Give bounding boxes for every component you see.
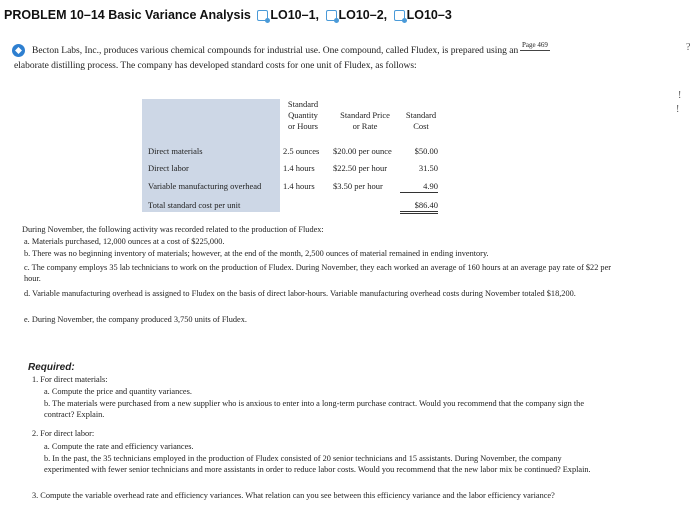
margin-mark: ! [676, 104, 680, 115]
total-label: Total standard cost per unit [148, 200, 241, 210]
activity-intro: During November, the following activity was recorded related to the production of Fludex: [22, 225, 324, 234]
problem-header [4, 8, 452, 22]
requirement-item: a. Compute the rate and efficiency variances. [44, 442, 194, 451]
activity-item: b. There was no beginning inventory of materials; however, at the end of the month, 2,500 ounces of material remained in ending inventory. [24, 249, 489, 258]
certificate-icon [394, 10, 405, 21]
required-heading: Required: [28, 362, 75, 373]
row-qty-labor: 1.4 hours [283, 163, 315, 173]
learning-objective-2[interactable]: LO10–2, [326, 8, 388, 22]
header-cost: Standard Cost [405, 110, 437, 131]
activity-item: d. Variable manufacturing overhead is assigned to Fludex on the basis of direct labor-hours. Variable manufacturing overhead costs during November totaled $18,200. [24, 289, 576, 298]
certificate-icon [326, 10, 337, 21]
header-price: Standard Price or Rate [340, 110, 390, 131]
activity-item: a. Materials purchased, 12,000 ounces at a cost of $225,000. [24, 237, 225, 246]
row-cost-materials: $50.00 [414, 146, 438, 156]
row-label-materials: Direct materials [148, 146, 203, 156]
activity-item: e. During November, the company produced 3,750 units of Fludex. [24, 315, 247, 324]
row-qty-materials: 2.5 ounces [283, 146, 320, 156]
row-cost-overhead: 4.90 [400, 181, 438, 193]
activity-item: c. The company employs 35 lab technicians to work on the production of Fludex. During November, they each worked an average of 160 hours at an average pay rate of $22 per hour. [24, 263, 612, 283]
row-label-overhead: Variable manufacturing overhead [148, 181, 262, 191]
margin-mark: ! [678, 90, 682, 101]
row-qty-overhead: 1.4 hours [283, 181, 315, 191]
total-value: $86.40 [400, 200, 438, 214]
requirement-heading: 3. Compute the variable overhead rate and efficiency variances. What relation can you see between this efficiency variance and the labor efficiency variance? [32, 491, 555, 500]
row-price-materials: $20.00 per ounce [333, 146, 392, 156]
header-quantity: Standard Quantity or Hours [287, 99, 319, 131]
requirement-heading: 2. For direct labor: [32, 429, 95, 438]
page-reference: Page 469 [522, 41, 548, 49]
problem-title: PROBLEM 10–14 Basic Variance Analysis [4, 8, 251, 22]
row-price-overhead: $3.50 per hour [333, 181, 383, 191]
requirement-heading: 1. For direct materials: [32, 375, 108, 384]
problem-intro: Becton Labs, Inc., produces various chemical compounds for industrial use. One compound, called Fludex, is prepared using an elaborate distilling process. The company has developed standard costs for one unit of Fludex, as follows: [14, 46, 519, 71]
certificate-icon [257, 10, 268, 21]
learning-objective-3[interactable]: LO10–3 [394, 8, 452, 22]
margin-mark: ? [686, 42, 691, 53]
requirement-item: a. Compute the price and quantity variances. [44, 387, 192, 396]
learning-objective-1[interactable]: LO10–1, [257, 8, 319, 22]
row-cost-labor: 31.50 [418, 163, 438, 173]
requirement-item: b. The materials were purchased from a new supplier who is anxious to enter into a long-term purchase contract. Would you recommend that the company sign the contract? Explain. [44, 399, 585, 419]
row-label-labor: Direct labor [148, 163, 189, 173]
row-price-labor: $22.50 per hour [333, 163, 388, 173]
requirement-item: b. In the past, the 35 technicians employed in the production of Fludex consisted of 20 senior technicians and 15 assistants. During November, the company experimented with fewer senior technicians and more assistants in order to reduce labor costs. Would you recommend that the new labor mix be continued? Explain. [44, 454, 591, 474]
